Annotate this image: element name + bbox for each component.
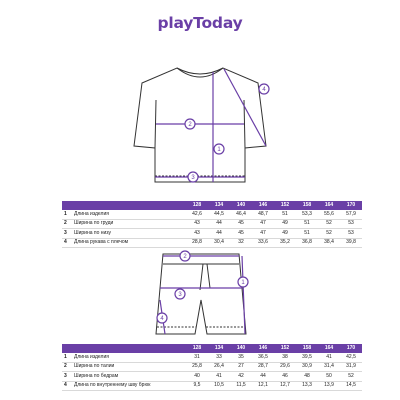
shorts-marker-2 (180, 251, 190, 261)
row-number: 4 (62, 238, 72, 248)
row-number: 1 (62, 210, 72, 219)
svg-text:1: 1 (217, 147, 221, 153)
cell-value: 53,3 (296, 210, 318, 219)
cell-value: 30,9 (296, 362, 318, 372)
cell-value: 41 (318, 353, 340, 362)
tshirt-outline (134, 68, 266, 182)
header-blank (72, 201, 186, 210)
svg-text:3: 3 (191, 175, 195, 181)
cell-value: 25,8 (186, 362, 208, 372)
cell-value: 42 (230, 372, 252, 382)
cell-value: 47 (252, 229, 274, 239)
cell-value: 13,9 (318, 381, 340, 391)
row-label: Ширина по низу (72, 229, 186, 239)
cell-value: 57,9 (340, 210, 362, 219)
cell-value: 51 (274, 210, 296, 219)
size-header: 164 (318, 201, 340, 210)
size-header: 158 (296, 344, 318, 353)
row-number: 4 (62, 381, 72, 391)
table-row (62, 362, 362, 372)
row-number: 3 (62, 372, 72, 382)
svg-text:2: 2 (183, 254, 187, 260)
size-header: 146 (252, 201, 274, 210)
brand-logo: playToday (157, 14, 243, 32)
cell-value: 33,6 (252, 238, 274, 248)
header-blank (62, 344, 72, 353)
cell-value: 46 (274, 372, 296, 382)
table-row (62, 372, 362, 382)
shorts-table-header (62, 344, 362, 353)
cell-value: 36,8 (296, 238, 318, 248)
svg-text:1: 1 (241, 280, 245, 286)
header-blank (72, 344, 186, 353)
header-blank (62, 201, 72, 210)
size-header: 140 (230, 201, 252, 210)
tshirt-marker-2 (185, 119, 195, 129)
cell-value: 36,5 (252, 353, 274, 362)
size-header: 134 (208, 201, 230, 210)
size-header: 158 (296, 201, 318, 210)
shorts-marker-3 (175, 289, 185, 299)
cell-value: 31 (186, 353, 208, 362)
cell-value: 39,8 (340, 238, 362, 248)
cell-value: 51 (296, 229, 318, 239)
size-header: 152 (274, 201, 296, 210)
cell-value: 52 (318, 229, 340, 239)
cell-value: 40 (186, 372, 208, 382)
cell-value: 32 (230, 238, 252, 248)
cell-value: 48 (296, 372, 318, 382)
cell-value: 44 (208, 219, 230, 229)
cell-value: 28,7 (252, 362, 274, 372)
cell-value: 35,2 (274, 238, 296, 248)
shorts-marker-1 (238, 277, 248, 287)
row-label: Ширина по талии (72, 362, 186, 372)
cell-value: 48,7 (252, 210, 274, 219)
table-row (62, 238, 362, 248)
cell-value: 47 (252, 219, 274, 229)
cell-value: 28,8 (186, 238, 208, 248)
tshirt-drawing (134, 68, 266, 182)
row-number: 3 (62, 229, 72, 239)
cell-value: 39,5 (296, 353, 318, 362)
size-header: 164 (318, 344, 340, 353)
cell-value: 13,3 (296, 381, 318, 391)
tshirt-marker-3 (188, 172, 198, 182)
row-number: 1 (62, 353, 72, 362)
cell-value: 49 (274, 219, 296, 229)
table-row (62, 353, 362, 362)
cell-value: 42,6 (186, 210, 208, 219)
size-header: 146 (252, 344, 274, 353)
tshirt-size-table (62, 201, 362, 248)
size-header: 140 (230, 344, 252, 353)
cell-value: 51 (296, 219, 318, 229)
cell-value: 9,5 (186, 381, 208, 391)
table-row (62, 229, 362, 239)
size-header: 170 (340, 344, 362, 353)
cell-value: 52 (318, 219, 340, 229)
row-number: 2 (62, 219, 72, 229)
cell-value: 53 (340, 229, 362, 239)
svg-text:2: 2 (188, 122, 192, 128)
cell-value: 50 (318, 372, 340, 382)
size-header: 128 (186, 201, 208, 210)
cell-value: 38 (274, 353, 296, 362)
size-header: 170 (340, 201, 362, 210)
size-header: 152 (274, 344, 296, 353)
cell-value: 45 (230, 229, 252, 239)
cell-value: 42,5 (340, 353, 362, 362)
table-row (62, 210, 362, 219)
cell-value: 41 (208, 372, 230, 382)
cell-value: 31,4 (318, 362, 340, 372)
cell-value: 53 (340, 219, 362, 229)
svg-text:4: 4 (262, 87, 266, 93)
cell-value: 12,7 (274, 381, 296, 391)
cell-value: 11,5 (230, 381, 252, 391)
cell-value: 46,4 (230, 210, 252, 219)
tshirt-marker-4 (259, 84, 269, 94)
shorts-size-table (62, 344, 362, 391)
cell-value: 27 (230, 362, 252, 372)
cell-value: 29,6 (274, 362, 296, 372)
svg-text:3: 3 (178, 292, 182, 298)
cell-value: 44 (208, 229, 230, 239)
cell-value: 49 (274, 229, 296, 239)
cell-value: 14,5 (340, 381, 362, 391)
cell-value: 30,4 (208, 238, 230, 248)
table-row (62, 381, 362, 391)
row-number: 2 (62, 362, 72, 372)
cell-value: 43 (186, 219, 208, 229)
cell-value: 52 (340, 372, 362, 382)
cell-value: 31,9 (340, 362, 362, 372)
table-row (62, 219, 362, 229)
row-label: Длина изделия (72, 353, 186, 362)
shorts-outline (156, 254, 246, 334)
cell-value: 44,5 (208, 210, 230, 219)
row-label: Ширина по груди (72, 219, 186, 229)
tshirt-marker-1 (214, 144, 224, 154)
cell-value: 55,6 (318, 210, 340, 219)
cell-value: 33 (208, 353, 230, 362)
cell-value: 38,4 (318, 238, 340, 248)
shorts-drawing (156, 254, 246, 334)
cell-value: 45 (230, 219, 252, 229)
size-header: 134 (208, 344, 230, 353)
size-header: 128 (186, 344, 208, 353)
cell-value: 43 (186, 229, 208, 239)
svg-text:4: 4 (160, 316, 164, 322)
cell-value: 44 (252, 372, 274, 382)
tshirt-table-header (62, 201, 362, 210)
cell-value: 12,1 (252, 381, 274, 391)
row-label: Длина рукава с плечом (72, 238, 186, 248)
cell-value: 35 (230, 353, 252, 362)
cell-value: 10,5 (208, 381, 230, 391)
shorts-marker-4 (157, 313, 167, 323)
row-label: Ширина по бедрам (72, 372, 186, 382)
row-label: Длина по внутреннему шву брюк (72, 381, 186, 391)
row-label: Длина изделия (72, 210, 186, 219)
cell-value: 26,4 (208, 362, 230, 372)
